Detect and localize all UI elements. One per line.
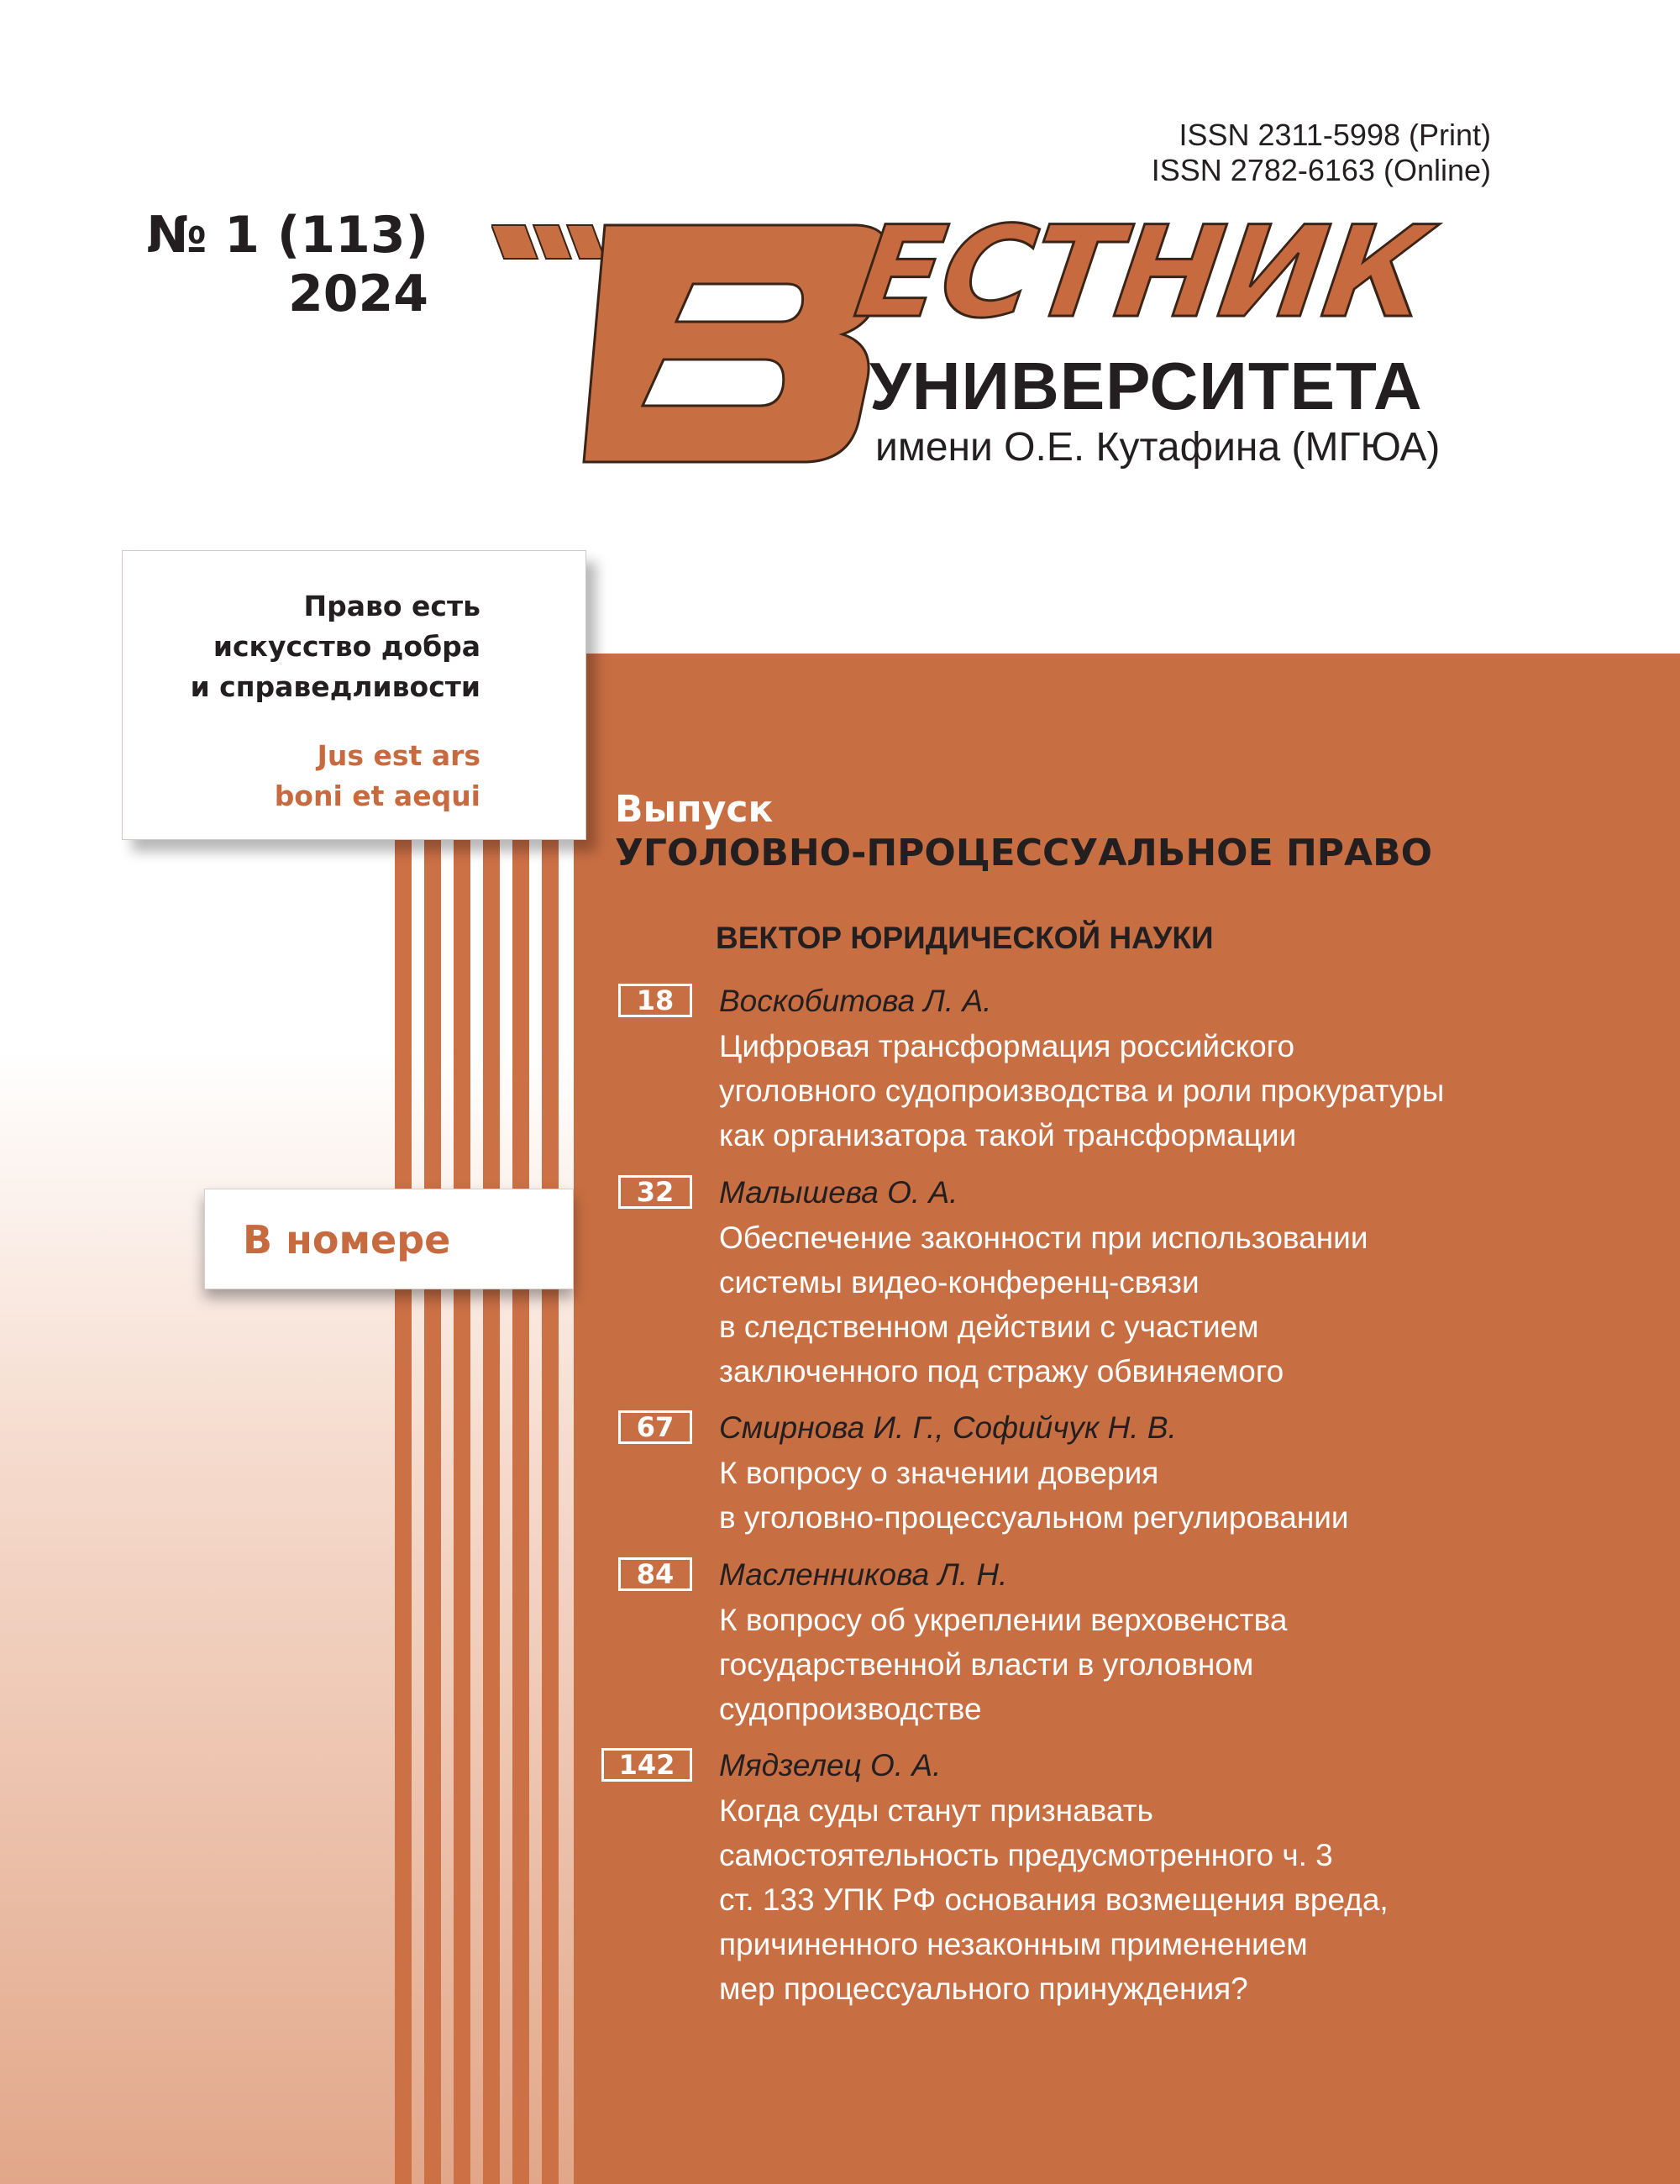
decor-stripe [395, 840, 412, 2184]
issue-year: 2024 [288, 265, 428, 323]
article-authors: Мядзелец О. А. [719, 1748, 942, 1782]
motto-line: Jus est ars [317, 739, 480, 772]
in-this-issue-tab [204, 1189, 574, 1289]
logo-university: УНИВЕРСИТЕТА [869, 349, 1423, 423]
issue-number: № 1 (113) [146, 206, 428, 265]
decor-stripe [424, 840, 441, 2184]
page-number: 18 [618, 984, 692, 1017]
motto-latin [275, 736, 480, 816]
logo-named-after: имени О.Е. Кутафина (МГЮА) [875, 425, 1441, 470]
issn-block [1152, 118, 1491, 188]
motto-line: boni et aequi [274, 780, 480, 812]
article-title: Цифровая трансформация российского уголовного судопроизводства и роли прокуратуры как организатора такой трансформации [719, 1029, 1445, 1152]
motto-box [122, 550, 586, 840]
issn-print: ISSN 2311-5998 (Print) [1179, 118, 1491, 152]
release-label: Выпуск [615, 788, 774, 831]
page-number: 84 [618, 1557, 692, 1591]
issue-info [84, 206, 428, 323]
article-title: Когда суды станут признавать самостоятельность предусмотренного ч. 3 ст. 133 УПК РФ основания возмещения вреда, причиненного незаконным применением мер процессуального принуждения? [719, 1793, 1389, 2006]
article-authors: Масленникова Л. Н. [719, 1557, 1008, 1592]
decor-stripe [483, 840, 500, 2184]
page-number: 142 [601, 1748, 692, 1782]
article-authors: Воскобитова Л. А. [719, 984, 992, 1018]
motto-line: Право есть [303, 590, 480, 622]
in-this-issue-label: В номере [243, 1217, 451, 1263]
release-heading [615, 788, 1432, 875]
motto-line: и справедливости [190, 670, 480, 703]
motto-line: искусство добра [213, 630, 480, 663]
decor-stripe [542, 840, 559, 2184]
article-title: К вопросу о значении доверия в уголовно-процессуальном регулировании [719, 1456, 1349, 1535]
decor-stripe [512, 840, 529, 2184]
logo-word: ЕСТНИК [848, 200, 1437, 346]
section-heading: ВЕКТОР ЮРИДИЧЕСКОЙ НАУКИ [716, 921, 1214, 955]
issn-online: ISSN 2782-6163 (Online) [1151, 153, 1491, 187]
release-topic: УГОЛОВНО-ПРОЦЕССУАЛЬНОЕ ПРАВО [615, 832, 1433, 874]
page-number: 67 [618, 1410, 692, 1444]
article-authors: Смирнова И. Г., Софийчук Н. В. [719, 1410, 1177, 1445]
article-title: К вопросу об укреплении верховенства государственной власти в уголовном судопроизводстве [719, 1603, 1288, 1726]
article-authors: Малышева О. А. [719, 1175, 958, 1210]
page-number: 32 [618, 1175, 692, 1209]
logo-letter-v [584, 225, 888, 462]
logo-speed-lines [491, 225, 605, 259]
motto-russian [191, 586, 480, 707]
article-title: Обеспечение законности при использовании системы видео-конференц-связи в следственном действии с участием заключенного под стражу обвиняемого [719, 1221, 1368, 1389]
decor-stripe [454, 840, 470, 2184]
